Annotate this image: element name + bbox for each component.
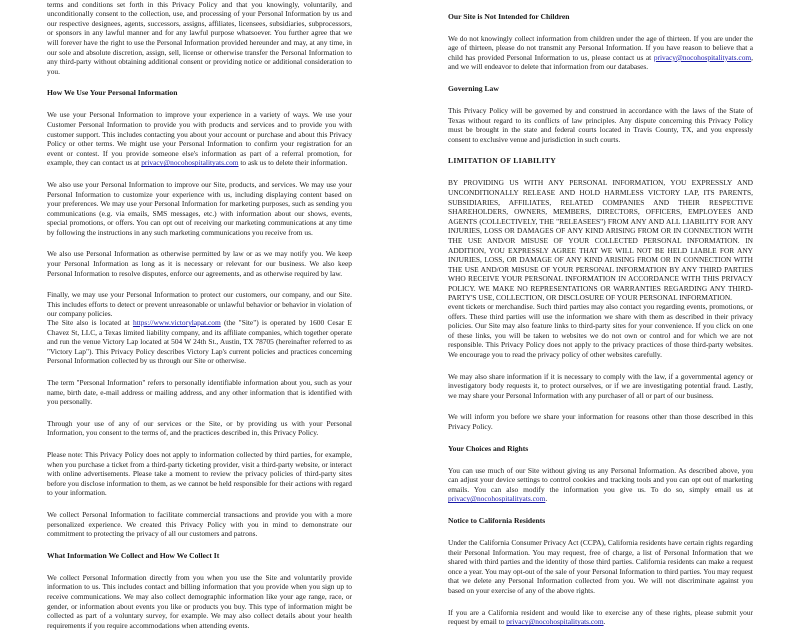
heading-what-we-collect: What Information We Collect and How We Collect It bbox=[47, 550, 220, 560]
heading-how-we-use: How We Use Your Personal Information bbox=[47, 88, 178, 98]
privacy-email-link-choices[interactable]: privacy@nocohospitalityats.com bbox=[448, 494, 546, 504]
directly-paragraph: We collect Personal Information directly from you when you use the Site and voluntarily provide information to us. This includes contact and billing information that you provide when you sign up to receive communications. We may also collect demographic information like your age range, race, or gender, or information about events you like or products you buy. This type of information might be collected as part of a voluntary survey, for example. We may also collect details about your health requirements if you require accommodations when attending events. bbox=[47, 572, 352, 630]
note-paragraph: Please note: This Privacy Policy does not apply to information collected by third parties, for example, when you purchase a ticket from a third-party ticketing provider, visit a third-party website, or interact with online advertisements. Please take a moment to review the privacy policies of third-party sites before you disclose information to them, as we cannot be held responsible for their actions with regard to your information. bbox=[47, 449, 352, 498]
exercise-paragraph-text: If you are a California resident and would like to exercise any of these rights, please submit your request by email to bbox=[448, 607, 753, 627]
site-paragraph-text: (the "Site") is operated by 1600 Cesar E Chavez St, LLC, a Texas limited liability company, and its affiliate companies, which together operate and run the venue Victory Lap located at 504 W 24th St., Austin, TX 78705 (hereinafter referred to as "Victory Lap"). This Privacy Policy describes Victory Lap's current policies and practices concerning Personal Information collected by us through our Site or otherwise. bbox=[47, 318, 352, 366]
site-paragraph bbox=[47, 318, 352, 366]
third-party-paragraph: event tickets or merchandise. Such third parties may also contact you regarding events, promotions, or offers. These third parties will use the information we share with them as described in their privacy policies. Our Site may also feature links to third-party sites for your convenience. If you click on one of these links, you will be taken to websites we do not own or control and for which we are not responsible. This Privacy Policy does not apply to the privacy practices of those third-party websites. We encourage you to read the privacy policy of other websites carefully. bbox=[448, 302, 753, 360]
liability-paragraph: BY PROVIDING US WITH ANY PERSONAL INFORMATION, YOU EXPRESSLY AND UNCONDITIONALLY RELEASE AND HOLD HARMLESS VICTORY LAP, ITS PARENTS, SUBSIDIARIES, AFFILIATES, RELATED COMPANIES AND THEIR RESPECTIVE SHAREHOLDERS, OWNERS, MEMBERS, DIRECTORS, OFFICERS, EMPLOYEES AND AGENTS (COLLECTIVELY, THE "RELEASEES") FROM ANY AND ALL LIABILITY FOR ANY INJURIES, LOSS OR DAMAGES OF ANY KIND ARISING FROM OR IN CONNECTION WITH THE USE AND/OR MISUSE OF YOUR COLLECTED PERSONAL INFORMATION. IN ADDITION, YOU EXPRESSLY AGREE THAT WE WILL NOT BE HELD LIABLE FOR ANY INJURIES, LOSS, OR DAMAGE OF ANY KIND ARISING FROM OR IN CONNECTION WITH THE USE AND/OR MISUSE OF YOUR PERSONAL INFORMATION BY ANY THIRD PARTIES WHO RECEIVE YOUR PERSONAL INFORMATION IN ACCORDANCE WITH THIS PRIVACY POLICY. WE MAKE NO REPRESENTATIONS OR WARRANTIES REGARDING ANY THIRD-PARTY'S USE, COLLECTION, OR DISCLOSURE OF YOUR PERSONAL INFORMATION. bbox=[448, 178, 753, 303]
left-column bbox=[47, 0, 352, 630]
intro-paragraph: terms and conditions set forth in this Privacy Policy and that you knowingly, voluntarily, and unconditionally consent to the collection, use, and processing of your Personal Information by us and our respective designees, agents, successors, assigns, affiliates, licensees, subsidiaries, subprocessors, or sponsors in any lawful manner and for any lawful purpose whatsoever. You further agree that we will forever have the right to use the Personal Information provided hereunder and may, at any time, in our sole and absolute discretion, assign, sell, license or otherwise transfer the Personal Information to any third-party without obtaining additional consent or providing notice or additional consideration to you. bbox=[47, 0, 352, 76]
choices-paragraph bbox=[448, 466, 753, 504]
children-paragraph-text: We do not knowingly collect information from children under the age of thirteen. If you are under the age of thirteen, please do not transmit any Personal Information. If you have reason to believe that a child has provided Personal Information to us, please contact us at bbox=[448, 33, 753, 62]
use-paragraph-1 bbox=[47, 110, 352, 168]
choices-paragraph-tail: . bbox=[545, 494, 548, 504]
privacy-email-link-california[interactable]: privacy@nocohospitalityats.com bbox=[506, 617, 604, 627]
site-url-link[interactable]: https://www.victorylapat.com bbox=[132, 318, 221, 328]
choices-paragraph-text: You can use much of our Site without giving us any Personal Information. As described above, you can adjust your device settings to control cookies and tracking tools and you can opt out of marketing emails. You can also modify the information you give us. To do so, simply email us at bbox=[448, 465, 753, 494]
term-paragraph: The term "Personal Information" refers to personally identifiable information about you, such as your name, birth date, e-mail address or mailing address, and any other information that is identified with you personally. bbox=[47, 378, 352, 407]
heading-limitation-of-liability: LIMITATION OF LIABILITY bbox=[448, 156, 557, 166]
left-column-content bbox=[47, 0, 352, 642]
law-paragraph: This Privacy Policy will be governed by and construed in accordance with the laws of the State of Texas without regard to its conflicts of law principles. Any dispute concerning this Privacy Policy must be brought in the state and federal courts located in Travis County, TX, and you expressly consent to exclusive venue and jurisdiction in such courts. bbox=[448, 105, 753, 144]
exercise-paragraph-tail: . bbox=[603, 617, 606, 627]
inform-paragraph: We will inform you before we share your information for reasons other than those described in this Privacy Policy. bbox=[448, 412, 753, 431]
use-paragraph-3: We also use Personal Information as otherwise permitted by law or as we may notify you. We keep your Personal Information as long as it is necessary or relevant for our business. We also keep Personal Information to resolve disputes, enforce our agreements, and as otherwise required by law. bbox=[47, 249, 352, 278]
privacy-email-link[interactable]: privacy@nocohospitalityats.com bbox=[141, 158, 239, 168]
california-paragraph: Under the California Consumer Privacy Act (CCPA), California residents have certain rights regarding their Personal Information. You may request, free of charge, a list of Personal Information that we shared with third parties and the identity of those third parties. California residents can make a request once a year. You may opt-out of the sale of your Personal Information to third parties. You may request that we delete any Personal Information collected from you. We will not discriminate against you based on your exercise of any of the above rights. bbox=[448, 537, 753, 595]
site-paragraph-lead: The Site also is located at bbox=[47, 318, 133, 328]
heading-choices-rights: Your Choices and Rights bbox=[448, 443, 529, 453]
heading-california: Notice to California Residents bbox=[448, 515, 546, 525]
exercise-paragraph bbox=[448, 608, 753, 627]
heading-children: Our Site is Not Intended for Children bbox=[448, 11, 570, 21]
through-paragraph: Through your use of any of our services or the Site, or by providing us with your Personal Information, you consent to the terms of, and the practices described in, this Privacy Policy. bbox=[47, 418, 352, 438]
use-paragraph-1-text: We use your Personal Information to improve your experience in a variety of ways. We use your Customer Personal Information to provide you with products and services and to provide you with customer support. This includes contacting you about your account or purchase and about this Privacy Policy or other terms. We might use your Personal Information to confirm your registration for an event or contest. If you provide someone else's information as part of a referral promotion, for example, they can contact us at bbox=[47, 110, 352, 168]
privacy-email-link-children[interactable]: privacy@nocohospitalityats.com bbox=[653, 52, 752, 62]
use-paragraph-1-tail: to ask us to delete their information. bbox=[238, 158, 348, 168]
children-paragraph-tail: , and we will endeavor to delete that information from our databases. bbox=[448, 52, 753, 72]
use-paragraph-4: Finally, we may use your Personal Information to protect our customers, our company, and our Site. This includes efforts to detect or prevent unreasonable or unlawful behavior or behavior in violation of our company policies. bbox=[47, 290, 352, 319]
collect-paragraph: We collect Personal Information to facilitate commercial transactions and provide you with a more personalized experience. We created this Privacy Policy with you in mind to demonstrate our commitment to protecting the privacy of all our customers and patrons. bbox=[47, 509, 352, 539]
use-paragraph-2: We also use your Personal Information to improve our Site, products, and services. We may use your Personal Information to customize your experience with us, including displaying content based on your preferences. We may use your Personal Information for marketing purposes, such as sending you communications (e.g. via emails, SMS messages, etc.) with information about our shows, events, special promotions, or offers. You can opt out of receiving our marketing communications at any time by following the instructions in any such marketing communications you receive from us. bbox=[47, 179, 352, 237]
right-column bbox=[448, 0, 753, 627]
children-paragraph bbox=[448, 34, 753, 72]
share-paragraph: We may also share information if it is necessary to comply with the law, if a governmental agency or investigatory body requests it, to protect ourselves, or if we are investigating potential fraud. Lastly, we may share your Personal Information with any purchaser of all or part of our business. bbox=[448, 371, 753, 400]
right-column-content bbox=[448, 0, 753, 639]
heading-governing-law: Governing Law bbox=[448, 83, 499, 93]
